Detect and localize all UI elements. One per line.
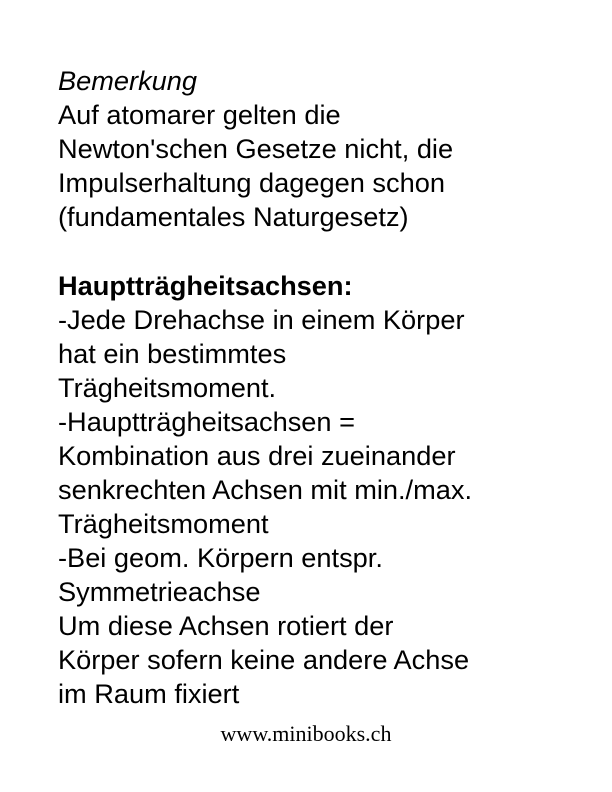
principal-axes-line: Körper sofern keine andere Achse: [58, 644, 470, 675]
principal-axes-line: Um diese Achsen rotiert der: [58, 610, 394, 641]
remark-line: Auf atomarer gelten die: [58, 99, 341, 130]
remark-line: Impulserhaltung dagegen schon: [58, 167, 445, 198]
principal-axes-heading: Hauptträgheitsachsen:: [58, 270, 353, 301]
principal-axes-line: hat ein bestimmtes: [58, 338, 287, 369]
remark-line: (fundamentales Naturgesetz): [58, 201, 409, 232]
footer-url: www.minibooks.ch: [220, 721, 392, 746]
remark-heading: Bemerkung: [58, 65, 198, 96]
principal-axes-line: senkrechten Achsen mit min./max.: [58, 474, 473, 505]
remark-line: Newton'schen Gesetze nicht, die: [58, 133, 454, 164]
principal-axes-line: Trägheitsmoment: [58, 508, 269, 539]
principal-axes-line: Symmetrieachse: [58, 576, 261, 607]
principal-axes-line: -Hauptträgheitsachsen =: [58, 406, 355, 437]
principal-axes-line: -Jede Drehachse in einem Körper: [58, 304, 465, 335]
section-gap: [58, 234, 598, 269]
principal-axes-line: im Raum fixiert: [58, 678, 240, 709]
page-content: [58, 64, 598, 711]
principal-axes-line: Trägheitsmoment.: [58, 372, 277, 403]
principal-axes-line: Kombination aus drei zueinander: [58, 440, 456, 471]
principal-axes-line: -Bei geom. Körpern entspr.: [58, 542, 383, 573]
